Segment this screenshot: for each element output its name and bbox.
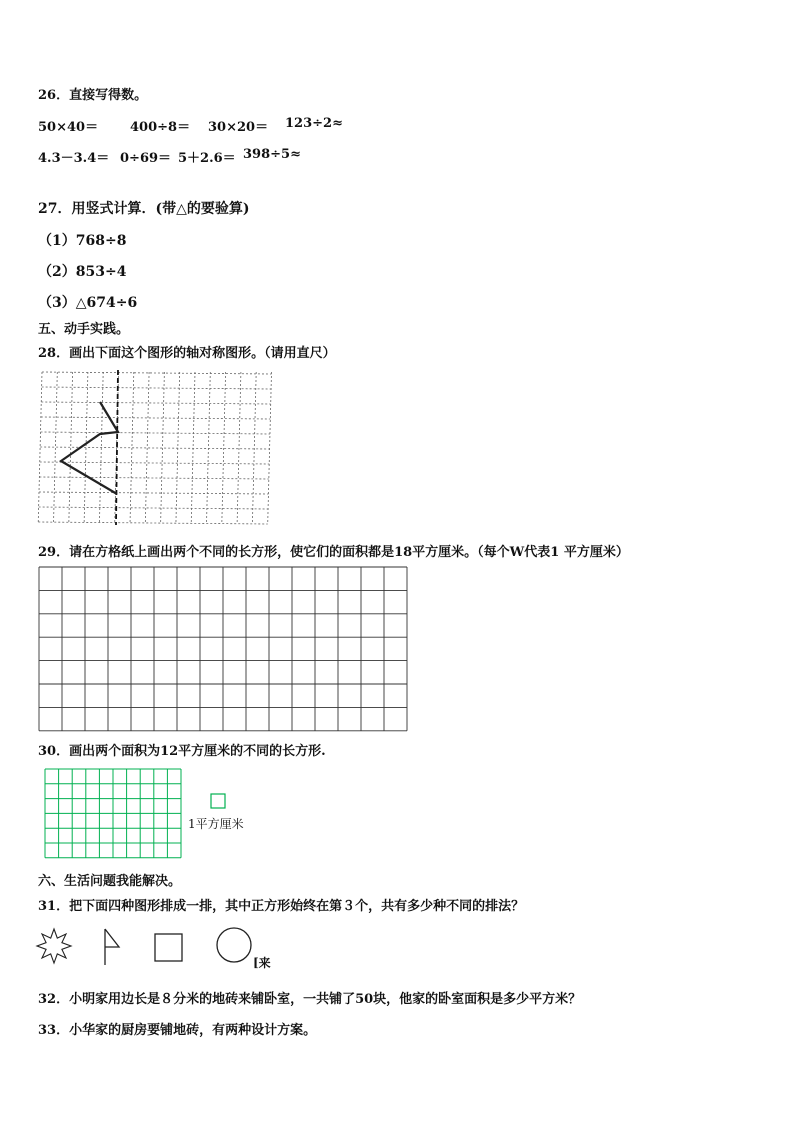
- q29-title: 29．请在方格纸上画出两个不同的长方形，使它们的面积都是18平方厘米。（每个W代表1 平方厘米）: [38, 545, 629, 560]
- unit-square-label: 1平方厘米: [188, 817, 244, 831]
- grid-line: [40, 447, 270, 449]
- q26-title: 26．直接写得数。: [38, 88, 148, 103]
- grid-line: [99, 372, 103, 522]
- q31-title: 31．把下面四种图形排成一排，其中正方形始终在第３个，共有多少种不同的排法？: [38, 899, 525, 914]
- q27-item-1: （1）768÷8: [38, 233, 127, 249]
- grid-line: [222, 372, 226, 522]
- grid-line: [39, 507, 269, 509]
- square-shape-icon: [153, 932, 185, 964]
- q27-item-3: （3）△674÷6: [38, 295, 138, 311]
- grid-line: [161, 372, 165, 522]
- grid-line: [42, 387, 272, 389]
- q28-dashed-grid-figure: [38, 368, 278, 528]
- q26-calc-6: 0÷69＝: [120, 151, 172, 166]
- grid-line: [252, 372, 256, 522]
- q29-square-grid: [38, 566, 410, 732]
- grid-line: [39, 477, 269, 479]
- q33-title: 33．小华家的厨房要铺地砖，有两种设计方案。: [38, 1023, 317, 1038]
- q26-calc-7: 5＋2.6＝: [178, 151, 236, 166]
- q26-calc-1: 50×40＝: [38, 120, 99, 135]
- grid-line: [38, 522, 268, 524]
- grid-line: [145, 372, 149, 522]
- grid-line: [268, 372, 272, 522]
- q32-title: 32．小明家用边长是８分米的地砖来铺卧室，一共铺了50块，他家的卧室面积是多少平方米？: [38, 992, 582, 1007]
- circle-shape-icon: [214, 926, 254, 966]
- q26-calc-3: 30×20＝: [208, 120, 269, 135]
- grid-line: [176, 372, 180, 522]
- q26-calc-5: 4.3－3.4＝: [38, 151, 110, 166]
- q26-calc-8: 398÷5≈: [243, 147, 301, 162]
- section-6-heading: 六、生活问题我能解决。: [38, 874, 182, 889]
- q26-calc-2: 400÷8＝: [130, 120, 191, 135]
- grid-line: [42, 372, 272, 374]
- grid-line: [41, 417, 271, 419]
- q26-calc-4: 123÷2≈: [285, 116, 343, 131]
- grid-line: [130, 372, 134, 522]
- grid-line: [191, 372, 195, 522]
- grid-line: [237, 372, 241, 522]
- flag-shape-icon: [101, 927, 125, 967]
- grid-line: [207, 372, 211, 522]
- q27-item-2: （2）853÷4: [38, 264, 127, 280]
- unit-square-icon: [210, 793, 226, 809]
- section-5-heading: 五、动手实践。: [38, 322, 130, 337]
- q30-green-grid: [44, 768, 184, 860]
- q27-title: 27．用竖式计算．(带△的要验算): [38, 201, 250, 217]
- q30-title: 30．画出两个面积为12平方厘米的不同的长方形.: [38, 744, 326, 759]
- star-shape-icon: [35, 926, 75, 966]
- q28-title: 28．画出下面这个图形的轴对称图形。（请用直尺）: [38, 346, 336, 361]
- grid-line: [39, 492, 269, 494]
- grid-line: [41, 402, 271, 404]
- q31-tail-text: [来: [253, 956, 271, 970]
- grid-line: [41, 432, 271, 434]
- grid-line: [40, 462, 270, 464]
